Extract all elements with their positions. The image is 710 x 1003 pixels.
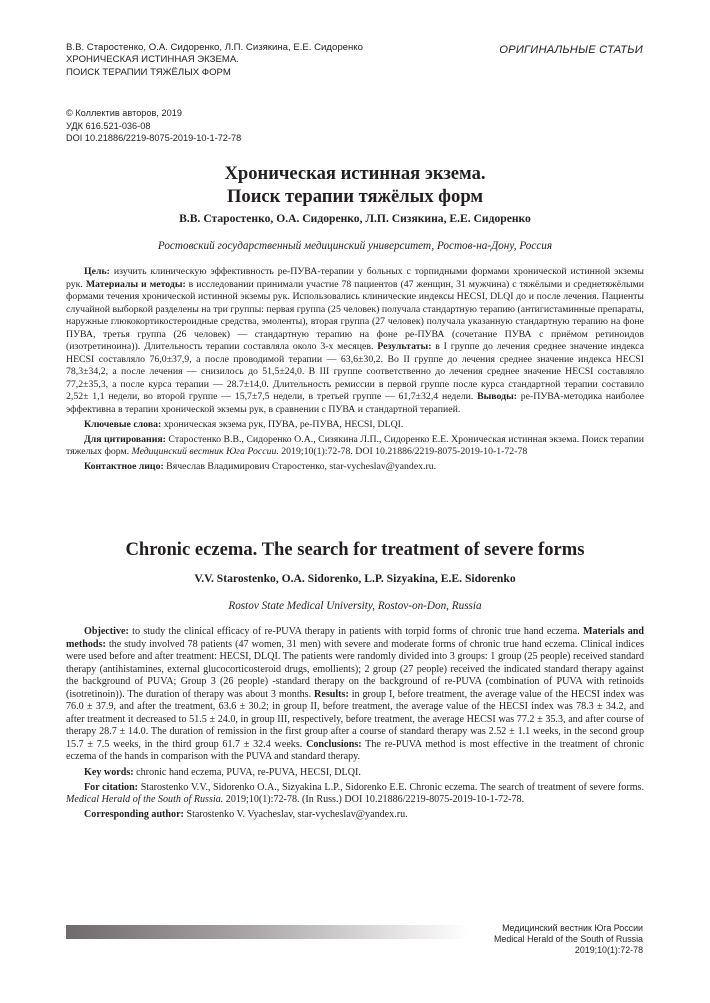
ru-keywords-label: Ключевые слова: xyxy=(84,418,162,430)
en-conclusions-label: Conclusions: xyxy=(306,738,362,750)
ru-affiliation: Ростовский государственный медицинский университет, Ростов-на-Дону, Россия xyxy=(157,240,553,252)
section-label: ОРИГИНАЛЬНЫЕ СТАТЬИ xyxy=(499,44,643,56)
ru-citation-journal: Медицинский вестник Юга России. xyxy=(131,446,279,457)
en-objective-label: Objective: xyxy=(84,626,129,637)
ru-citation-label: Для цитирования: xyxy=(84,433,166,445)
ru-aim-label: Цель: xyxy=(84,266,110,277)
en-affiliation: Rostov State Medical University, Rostov-on-Don, Russia xyxy=(228,600,482,612)
ru-title xyxy=(66,162,644,208)
en-title xyxy=(66,538,644,561)
ru-contact xyxy=(66,461,644,474)
en-corresponding xyxy=(66,809,644,822)
ru-authors: В.В. Старостенко, О.А. Сидоренко, Л.П. Сизякина, Е.Е. Сидоренко xyxy=(179,212,531,225)
footer-issue: 2019;10(1):72-78 xyxy=(574,945,643,956)
en-keywords-text: chronic hand eczema, PUVA, re-PUVA, HECSI, DLQI. xyxy=(133,766,361,778)
ru-keywords-text: хроническая экзема рук, ПУВА, ре-ПУВА, HECSI, DLQI. xyxy=(161,418,404,430)
en-keywords-label: Key words: xyxy=(84,766,134,778)
running-header-title-line2: ПОИСК ТЕРАПИИ ТЯЖЁЛЫХ ФОРМ xyxy=(66,66,231,78)
ru-results-text: в I группе до лечения среднее значение индекса HECSI составляло 76,0±37,9, а после проводимой терапии — 63,6±30,2. Во II группе до лечения среднее значение индекса HECSI 78,3±34,2, а после лечения — снизилось до 51,5±24,0. В III группе соответственно до лечения среднее значение HECSI составляло 77,2±35,3, а после курса терапии — 28.7±14,0. Длительность ремиссии в первой группе после курса стандартной терапии составило 2,52± 1,1 недели, во второй группе — 15,7±7,5 недели, в третьей группе — 61,7±32,4 недели. xyxy=(66,341,644,402)
ru-title-line2: Поиск терапии тяжёлых форм xyxy=(226,186,484,207)
en-citation-text: Starostenko V.V., Sidorenko O.A., Sizyakina L.P., Sidorenko E.E. Chronic eczema. The search of treatment of severe forms. xyxy=(138,781,644,793)
ru-abstract xyxy=(66,266,644,416)
running-header-title-line1: ХРОНИЧЕСКАЯ ИСТИННАЯ ЭКЗЕМА. xyxy=(66,54,239,66)
udk: УДК 616.521-036-08 xyxy=(66,120,151,131)
en-results-text: in group I, before treatment, the average value of the HECSI index was 76.0 ± 37.9, and after the treatment, 63.6 ± 30.2; in group II, before treatment, the average value of the HECSI index was 78.3 ± 34.2, and after treatment it decreased to 51.5 ± 24.0, in group III, respectively, before treatment, the average HECSI was 77.2 ± 35.3, and after course of therapy 28.7 ± 14.0. The duration of remission in the first group after a course of standard therapy was 2.52 ± 1.1 weeks, in the second group 15.7 ± 7.5 weeks, in the third group 61.7 ± 32.4 weeks. xyxy=(66,688,644,750)
en-corresponding-text: Starostenko V. Vyacheslav, star-vycheslav@yandex.ru. xyxy=(183,809,408,821)
running-header xyxy=(66,42,363,79)
copyright: © Коллектив авторов, 2019 xyxy=(66,108,182,118)
en-authors: V.V. Starostenko, O.A. Sidorenko, L.P. Sizyakina, E.E. Sidorenko xyxy=(194,572,516,585)
en-title-line: Chronic eczema. The search for treatment of severe forms xyxy=(125,539,585,560)
ru-contact-label: Контактное лицо: xyxy=(84,461,164,472)
footer-journal-ru: Медицинский вестник Юга России xyxy=(502,923,643,933)
ru-methods-label: Материалы и методы: xyxy=(85,278,186,290)
en-keywords xyxy=(66,767,644,780)
en-citation-label: For citation: xyxy=(84,781,139,793)
en-citation-journal: Medical Herald of the South of Russia. xyxy=(66,794,224,806)
ru-conclusions-label: Выводы: xyxy=(477,391,517,402)
en-citation-tail: 2019;10(1):72-78. (In Russ.) DOI 10.21886/2219-8075-2019-10-1-72-78. xyxy=(223,794,525,806)
ru-abstract-block xyxy=(66,266,644,476)
doi: DOI 10.21886/2219-8075-2019-10-1-72-78 xyxy=(66,133,242,144)
footer-gradient-bar xyxy=(66,925,470,939)
en-abstract-block xyxy=(66,626,644,824)
article-meta xyxy=(66,107,241,145)
ru-conclusions-text: ре-ПУВА-методика наиболее эффективна в терапии хронической экземы рук, в сравнении с ПУВА и стандартной терапией. xyxy=(66,391,644,415)
ru-citation xyxy=(66,434,644,459)
en-abstract xyxy=(66,626,644,764)
en-objective-text: to study the clinical efficacy of re-PUVA therapy in patients with torpid forms of chronic true hand eczema. xyxy=(128,626,583,637)
en-citation xyxy=(66,782,644,807)
footer-journal-info xyxy=(494,923,643,957)
ru-aim-text: изучить клиническую эффективность ре-ПУВА-терапии у больных с торпидными формами хронической истинной экземы рук. xyxy=(66,266,644,290)
ru-title-line1: Хроническая истинная экзема. xyxy=(224,163,486,184)
en-methods-label: Materials and methods: xyxy=(66,626,645,650)
ru-citation-tail: 2019;10(1):72-78. DOI 10.21886/2219-8075-2019-10-1-72-78 xyxy=(278,446,528,457)
ru-results-label: Результаты: xyxy=(377,341,432,352)
en-results-label: Results: xyxy=(314,688,349,700)
footer-journal-en: Medical Herald of the South of Russia xyxy=(494,934,643,945)
running-header-authors: В.В. Старостенко, О.А. Сидоренко, Л.П. Сизякина, Е.Е. Сидоренко xyxy=(66,42,363,53)
en-methods-text: the study involved 78 patients (47 women, 31 men) with severe and moderate forms of chronic true hand eczema. Clinical indices were used before and after treatment: HECSI, DLQI. The patients were randomly divided into 3 groups: 1 group (25 people) received standard therapy (antihistamines, external glucocorticosteroid drugs, emollients); 2 group (27 people) received the indicated standard therapy against the background of PUVA; Group 3 (26 people) -standard therapy on the background of re-PUVA (combination of PUVA with retinoids (isotretinoin)). The duration of therapy was about 3 months. xyxy=(66,638,644,700)
ru-keywords xyxy=(66,419,644,432)
en-conclusions-text: The re-PUVA method is most effective in the treatment of chronic eczema of the hands in comparison with the PUVA and standard therapy. xyxy=(66,738,644,763)
ru-contact-text: Вячеслав Владимирович Старостенко, star-vycheslav@yandex.ru. xyxy=(163,461,437,472)
en-corresponding-label: Corresponding author: xyxy=(84,809,184,821)
ru-citation-text: Старостенко В.В., Сидоренко О.А., Сизякина Л.П., Сидоренко Е.Е. Хроническая истинная экзема. Поиск терапии тяжелых форм. xyxy=(66,433,644,457)
ru-methods-text: в исследовании принимали участие 78 пациентов (47 женщин, 31 мужчина) с тяжёлыми и среднетяжёлыми формами течения хронической истинной экземы рук. Использовались клинические индексы HECSI, DLQI до и после лечения. Пациенты случайной выборкой разделены на три группы: первая группа (25 человек) получала стандартную терапию (антигистаминные препараты, наружные глюкокортикостероидные средства, эмоленты), вторая группа (27 человек) получала указанную стандартную терапию на фоне ПУВА, третья группа (26 человек) — стандартную терапию на фоне ре-ПУВА (сочетание ПУВА с приёмом ретиноидов (изотретиноина)). Длительность терапии составляла около 3-х месяцев. xyxy=(66,278,644,352)
